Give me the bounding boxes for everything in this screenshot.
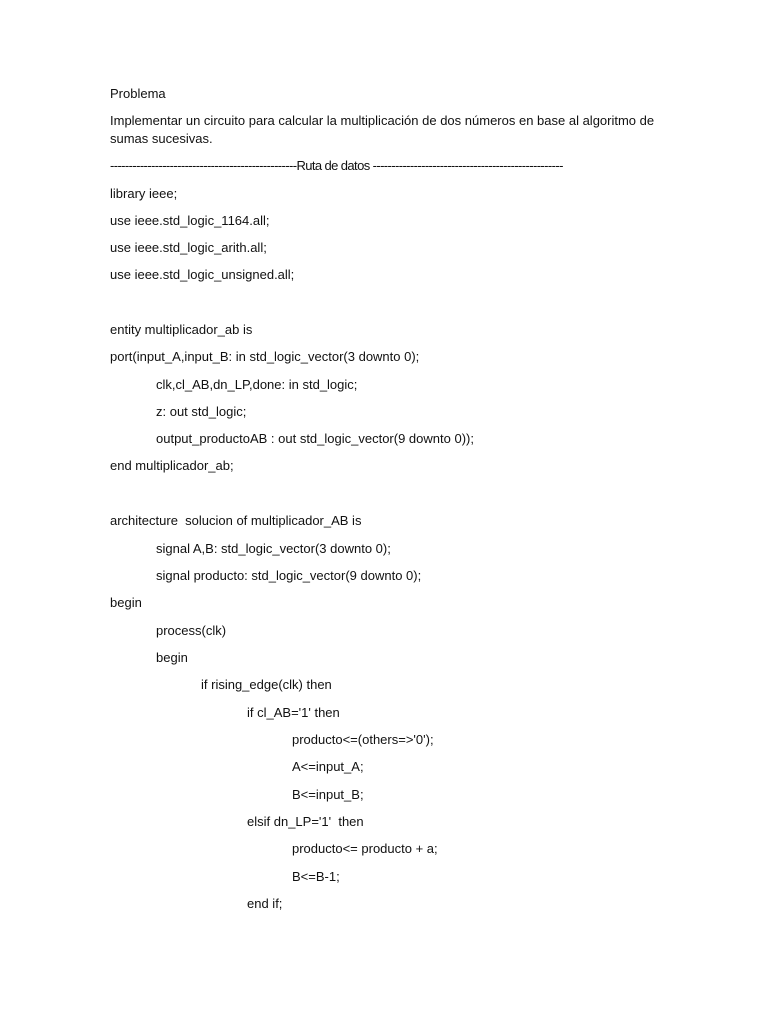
code-line: use ieee.std_logic_arith.all;: [110, 240, 267, 255]
code-line: A<=input_A;: [292, 759, 364, 774]
code-line: begin: [156, 650, 188, 665]
code-line: architecture solucion of multiplicador_AB is: [110, 513, 362, 528]
code-line: elsif dn_LP='1' then: [247, 814, 364, 829]
section-separator-ruta-de-datos: --------------------------------------------------Ruta de datos ---------------------------------------------------: [110, 158, 563, 173]
heading-problema: Problema: [110, 86, 166, 101]
problem-statement-line-1: Implementar un circuito para calcular la multiplicación de dos números en base al algoritmo de: [110, 113, 655, 128]
code-line: end multiplicador_ab;: [110, 458, 234, 473]
code-line: end if;: [247, 896, 283, 911]
code-line: B<=B-1;: [292, 869, 340, 884]
code-line: use ieee.std_logic_unsigned.all;: [110, 267, 295, 282]
code-line: entity multiplicador_ab is: [110, 322, 253, 337]
code-line: output_productoAB : out std_logic_vector(9 downto 0));: [156, 431, 474, 446]
code-line: process(clk): [156, 623, 227, 638]
code-line: producto<=(others=>'0');: [292, 732, 434, 747]
code-line: clk,cl_AB,dn_LP,done: in std_logic;: [156, 377, 358, 392]
code-line: z: out std_logic;: [156, 404, 247, 419]
code-line: library ieee;: [110, 186, 178, 201]
code-line: producto<= producto + a;: [292, 841, 438, 856]
code-line: port(input_A,input_B: in std_logic_vector(3 downto 0);: [110, 349, 420, 364]
code-line: B<=input_B;: [292, 787, 364, 802]
code-line: use ieee.std_logic_1164.all;: [110, 213, 270, 228]
code-line: signal A,B: std_logic_vector(3 downto 0);: [156, 541, 391, 556]
code-line: if rising_edge(clk) then: [201, 677, 332, 692]
problem-statement-line-2: sumas sucesivas.: [110, 131, 213, 146]
code-line: signal producto: std_logic_vector(9 downto 0);: [156, 568, 422, 583]
code-line: begin: [110, 595, 142, 610]
code-line: if cl_AB='1' then: [247, 705, 340, 720]
